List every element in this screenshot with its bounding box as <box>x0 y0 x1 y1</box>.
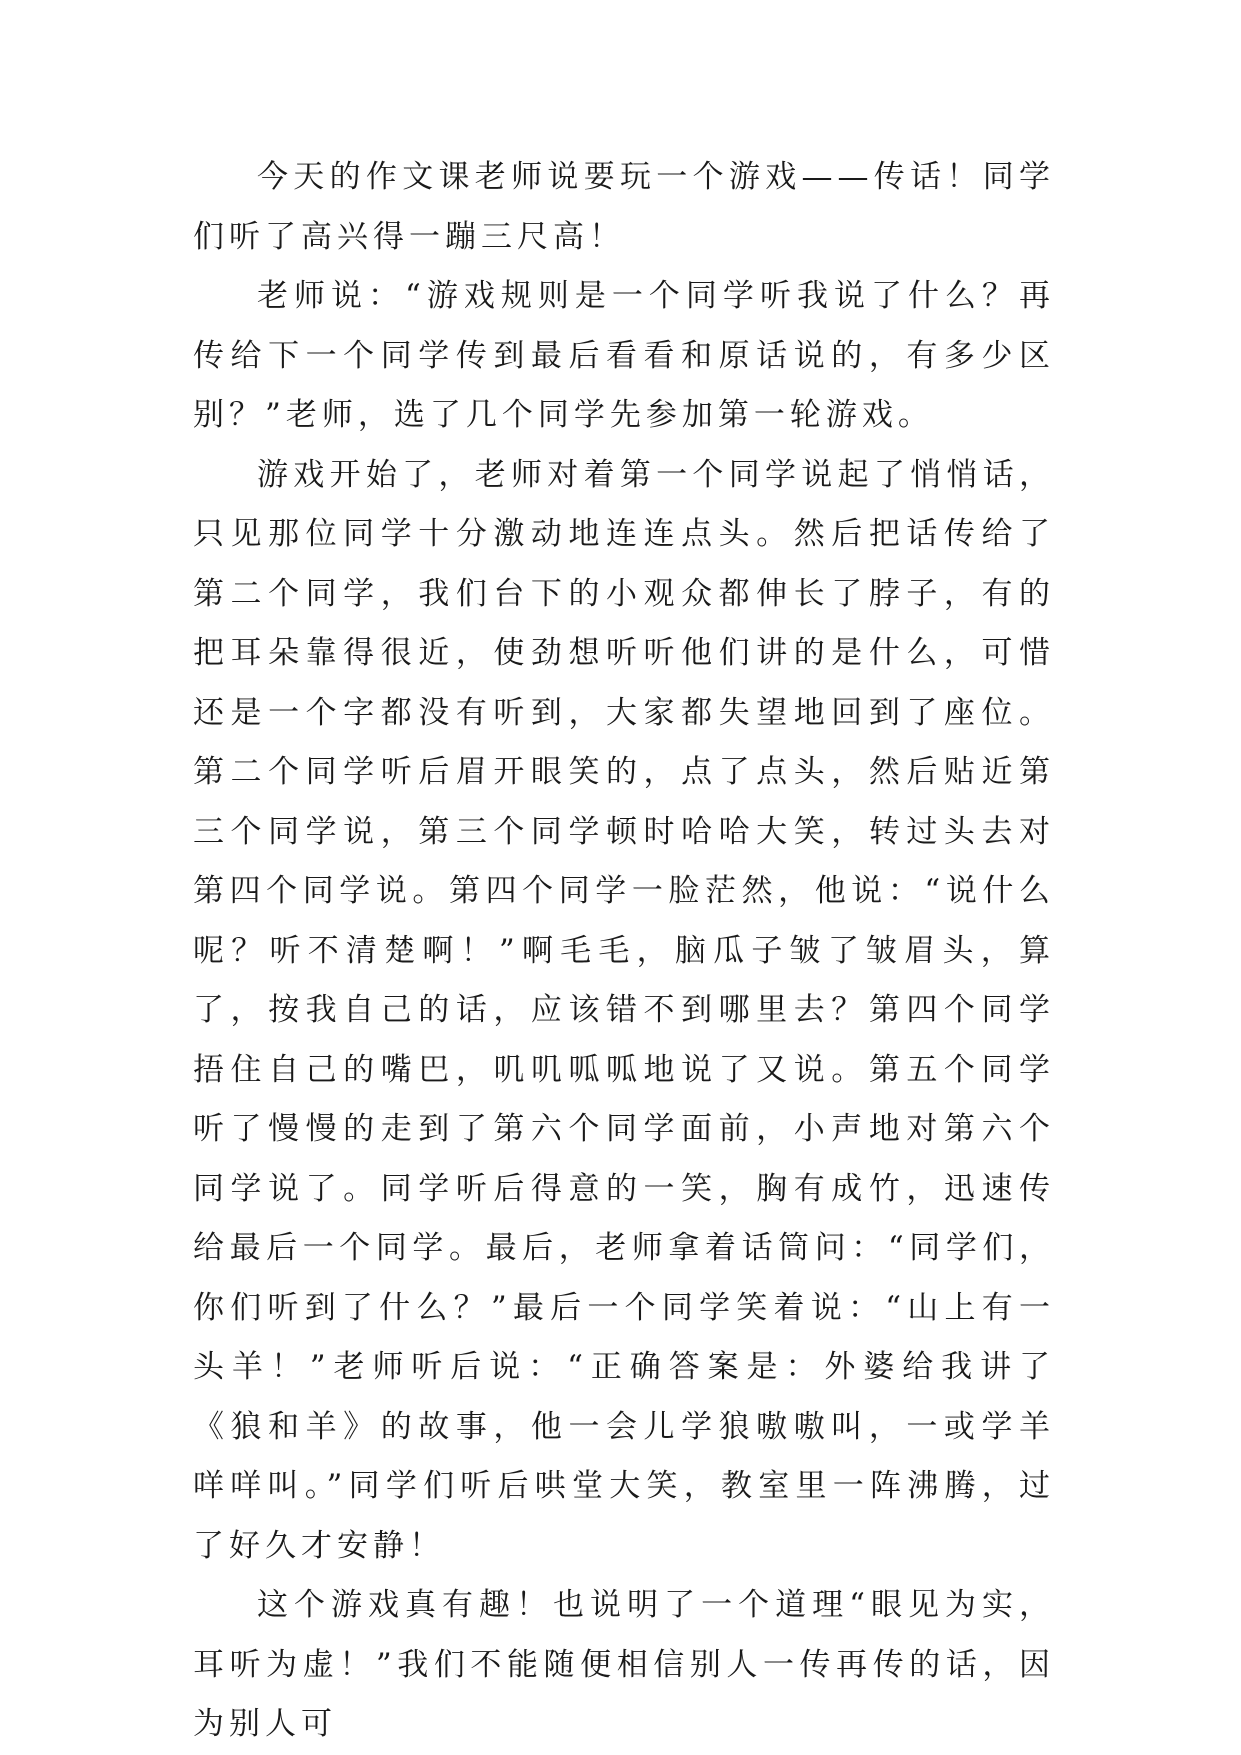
paragraph-game: 游戏开始了，老师对着第一个同学说起了悄悄话，只见那位同学十分激动地连连点头。然后把话传给了第二个同学，我们台下的小观众都伸长了脖子，有的把耳朵靠得很近，使劲想听听他们讲的是什么，可惜还是一个字都没有听到，大家都失望地回到了座位。第二个同学听后眉开眼笑的，点了点头，然后贴近第三个同学说，第三个同学顿时哈哈大笑，转过头去对第四个同学说。第四个同学一脸茫然，他说：“说什么呢？听不清楚啊！”啊毛毛，脑瓜子皱了皱眉头，算了，按我自己的话，应该错不到哪里去？第四个同学捂住自己的嘴巴，叽叽呱呱地说了又说。第五个同学听了慢慢的走到了第六个同学面前，小声地对第六个同学说了。同学听后得意的一笑，胸有成竹，迅速传给最后一个同学。最后，老师拿着话筒问：“同学们，你们听到了什么？”最后一个同学笑着说：“山上有一头羊！”老师听后说：“正确答案是：外婆给我讲了《狼和羊》的故事，他一会儿学狼嗷嗷叫，一或学羊咩咩叫。”同学们听后哄堂大笑，教室里一阵沸腾，过了好久才安静！ <box>193 456 1055 1564</box>
paragraph-rules: 老师说：“游戏规则是一个同学听我说了什么？再传给下一个同学传到最后看看和原话说的，有多少区别？”老师，选了几个同学先参加第一轮游戏。 <box>193 278 1055 433</box>
paragraph-conclusion: 这个游戏真有趣！也说明了一个道理“眼见为实，耳听为虚！”我们不能随便相信别人一传再传的话，因为别人可 <box>193 1587 1055 1742</box>
document-body <box>193 148 1055 1755</box>
paragraph-intro: 今天的作文课老师说要玩一个游戏——传话！同学们听了高兴得一蹦三尺高！ <box>193 159 1055 255</box>
